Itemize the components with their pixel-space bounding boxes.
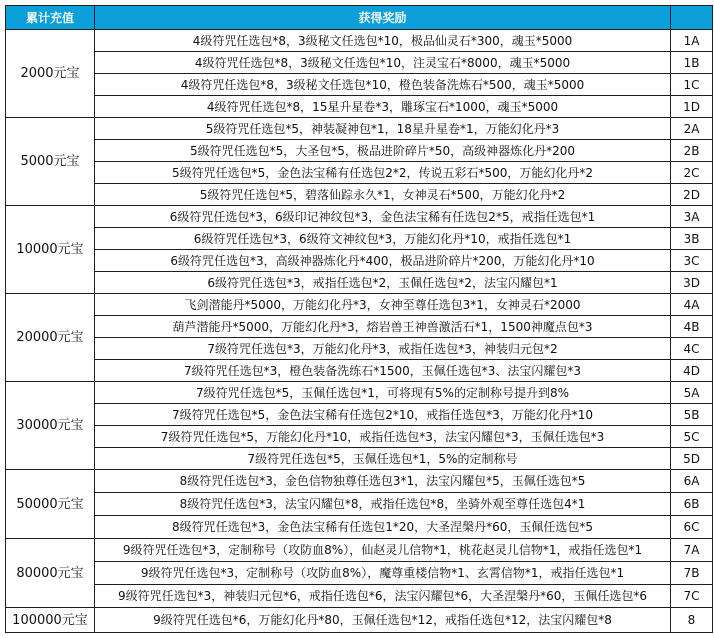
table-row [6,228,713,250]
reward-cell: 8级符咒任选包*3，金色信物独尊任选包3*1，法宝闪耀包*5，玉佩任选包*5 [95,470,671,493]
header-cumulative-recharge: 累计充值 [6,6,95,30]
reward-cell: 8级符咒任选包*3，金色法宝稀有任选包1*20，大圣涅槃丹*60，玉佩任选包*5 [95,516,671,539]
option-code: 2A [671,118,713,140]
reward-cell: 9级符咒任选包*3，定制称号（攻防血8%），魔尊重楼信物*1、玄霄信物*1，戒指任选包*1 [95,562,671,585]
reward-cell: 7级符咒任选包*5，玉佩任选包*1，可将现有5%的定制称号提升到8% [95,382,671,404]
table-row [6,162,713,184]
reward-cell: 4级符咒任选包*8，3级秘文任选包*10，注灵宝石*8000，魂玉*5000 [95,52,671,74]
reward-cell: 5级符咒任选包*5，碧落仙踪永久*1，女神灵石*500，万能幻化丹*2 [95,184,671,206]
option-code: 2D [671,184,713,206]
option-code: 7A [671,539,713,562]
option-code: 3D [671,272,713,294]
tier-amount: 5000元宝 [6,118,95,206]
header-code [671,6,713,30]
reward-cell: 4级符咒任选包*8，15星升星卷*3，雕琢宝石*1000，魂玉*5000 [95,96,671,118]
option-code: 7B [671,562,713,585]
table-row [6,470,713,493]
table-row [6,493,713,516]
tier-amount: 2000元宝 [6,30,95,118]
table-row [6,608,713,633]
reward-cell: 飞剑潜能丹*5000，万能幻化丹*3，女神至尊任选包3*1，女神灵石*2000 [95,294,671,316]
reward-cell: 4级符咒任选包*8，3级秘文任选包*10，极品仙灵石*300，魂玉*5000 [95,30,671,52]
reward-cell: 5级符咒任选包*5，大圣包*5，极品进阶碎片*50，高级神器炼化丹*200 [95,140,671,162]
tier-amount: 20000元宝 [6,294,95,382]
option-code: 4C [671,338,713,360]
table-row [6,184,713,206]
reward-cell: 葫芦潜能丹*5000，万能幻化丹*3，熔岩兽王神兽激活石*1，1500神魔点包*3 [95,316,671,338]
table-row [6,516,713,539]
reward-table [5,5,713,633]
table-row [6,206,713,228]
table-row [6,52,713,74]
reward-cell: 7级符咒任选包*3，万能幻化丹*3，戒指任选包*3，神装归元包*2 [95,338,671,360]
option-code: 2C [671,162,713,184]
option-code: 7C [671,585,713,608]
reward-cell: 6级符咒任选包*3，6级印记神纹包*3，金色法宝稀有任选包2*5，戒指任选包*1 [95,206,671,228]
tier-amount: 100000元宝 [6,608,95,633]
reward-cell: 4级符咒任选包*8，3级秘文任选包*10，橙色装备洗炼石*500，魂玉*5000 [95,74,671,96]
reward-cell: 6级符咒任选包*3，戒指任选包*2，玉佩任选包*2，法宝闪耀包*1 [95,272,671,294]
option-code: 3C [671,250,713,272]
option-code: 3B [671,228,713,250]
option-code: 4D [671,360,713,382]
option-code: 6A [671,470,713,493]
option-code: 5D [671,448,713,470]
reward-cell: 7级符咒任选包*5，金色法宝稀有任选包2*10，戒指任选包*3，万能幻化丹*10 [95,404,671,426]
reward-cell: 6级符咒任选包*3，6级符文神纹包*3，万能幻化丹*10，戒指任选包*1 [95,228,671,250]
option-code: 1A [671,30,713,52]
option-code: 1C [671,74,713,96]
table-row [6,539,713,562]
option-code: 4A [671,294,713,316]
table-row [6,96,713,118]
option-code: 2B [671,140,713,162]
table-row [6,250,713,272]
option-code: 6C [671,516,713,539]
reward-cell: 5级符咒任选包*5，金色法宝稀有任选包2*2，传说五彩石*500，万能幻化丹*2 [95,162,671,184]
option-code: 5B [671,404,713,426]
tier-amount: 80000元宝 [6,539,95,608]
option-code: 3A [671,206,713,228]
reward-cell: 6级符咒任选包*3，高级神器炼化丹*400，极品进阶碎片*200，万能幻化丹*10 [95,250,671,272]
table-row [6,562,713,585]
reward-cell: 8级符咒任选包*3，法宝闪耀包*8，戒指任选包*8，坐骑外观至尊任选包4*1 [95,493,671,516]
table-header-row [6,6,713,30]
option-code: 8 [671,608,713,633]
header-rewards: 获得奖励 [95,6,671,30]
reward-cell: 7级符咒任选包*3，橙色装备洗练石*1500，玉佩任选包*3、法宝闪耀包*3 [95,360,671,382]
table-row [6,74,713,96]
table-row [6,448,713,470]
reward-cell: 7级符咒任选包*5，玉佩任选包*1，5%的定制称号 [95,448,671,470]
option-code: 6B [671,493,713,516]
reward-cell: 7级符咒任选包*5，万能幻化丹*10，戒指任选包*3，法宝闪耀包*3，玉佩任选包*3 [95,426,671,448]
reward-cell: 9级符咒任选包*3，定制称号（攻防血8%），仙赵灵儿信物*1，桃花赵灵儿信物*1，戒指任选包*1 [95,539,671,562]
reward-cell: 5级符咒任选包*5，神装凝神包*1，18星升星卷*1，万能幻化丹*3 [95,118,671,140]
table-row [6,30,713,52]
option-code: 4B [671,316,713,338]
tier-amount: 10000元宝 [6,206,95,294]
option-code: 5A [671,382,713,404]
table-row [6,140,713,162]
tier-amount: 30000元宝 [6,382,95,470]
table-row [6,316,713,338]
option-code: 1B [671,52,713,74]
table-body [6,30,713,633]
tier-amount: 50000元宝 [6,470,95,539]
table-row [6,294,713,316]
table-row [6,426,713,448]
table-row [6,272,713,294]
table-row [6,404,713,426]
option-code: 5C [671,426,713,448]
table-row [6,382,713,404]
table-row [6,118,713,140]
reward-cell: 9级符咒任选包*6，万能幻化丹*80，玉佩任选包*12，戒指任选包*12，法宝闪耀包*8 [95,608,671,633]
reward-cell: 9级符咒任选包*3，神装归元包*6，戒指任选包*6，法宝闪耀包*6，大圣涅槃丹*60，玉佩任选包*6 [95,585,671,608]
table-row [6,585,713,608]
table-row [6,338,713,360]
option-code: 1D [671,96,713,118]
table-row [6,360,713,382]
